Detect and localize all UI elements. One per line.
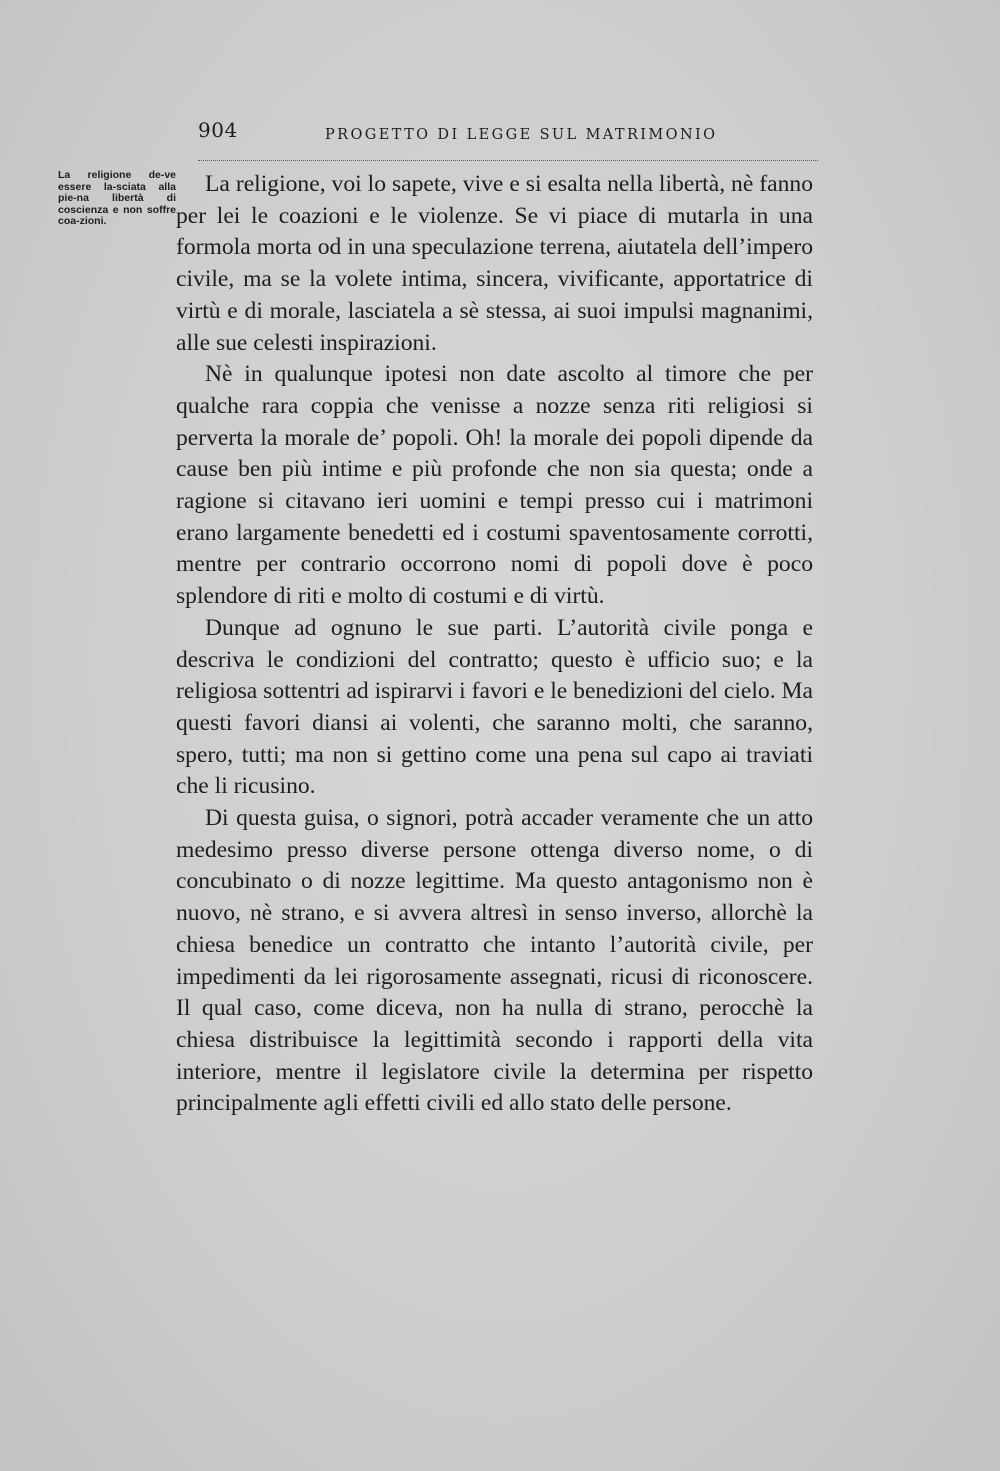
- page-header: [198, 118, 818, 161]
- paragraph: La religione, voi lo sapete, vive e si esalta nella libertà, nè fanno per lei le coazioni e le violenze. Se vi piace di mutarla in una formola morta od in una speculazione terrena, aiutatela dell’impero civile, ma se la volete intima, sincera, vivificante, apportatrice di virtù e di morale, lasciatela a sè stessa, ai suoi impulsi magnanimi, alle sue celesti inspirazioni.: [176, 171, 813, 356]
- paragraph: Dunque ad ognuno le sue parti. L’autorità civile ponga e descriva le condizioni del contratto; questo è ufficio suo; e la religiosa sottentri ad ispirarvi i favori e le benedizioni del cielo. Ma questi favori diansi ai volenti, che saranno molti, che saranno, spero, tutti; ma non si gettino come una pena sul capo ai traviati che li ricusino.: [176, 614, 813, 800]
- paragraph: Nè in qualunque ipotesi non date ascolto al timore che per qualche rara coppia che venisse a nozze senza riti religiosi si perverta la morale de’ popoli. Oh! la morale dei popoli dipende da cause ben più intime e più profonde che non sia questa; onde a ragione si citavano ieri uomini e tempi presso cui i matrimoni erano largamente benedetti ed i costumi spaventosamente corrotti, mentre per contrario occorrono nomi di popoli dove è poco splendore di riti e molto di costumi e di virtù.: [176, 361, 813, 610]
- running-title: PROGETTO DI LEGGE SUL MATRIMONIO: [325, 127, 718, 143]
- paragraph: Di questa guisa, o signori, potrà accader veramente che un atto medesimo presso diverse persone ottenga diverso nome, o di concubinato o di nozze legittime. Ma questo antagonismo non è nuovo, nè strano, e si avvera altresì in senso inverso, allorchè la chiesa benedice un contratto che intanto l’autorità civile, per impedimenti da lei rigorosamente assegnati, ricusi di riconoscere. Il qual caso, come diceva, non ha nulla di strano, perocchè la chiesa distribuisce la legittimità secondo i rapporti della vita interiore, mentre il legislatore civile la determina per rispetto principalmente agli effetti civili ed allo stato delle persone.: [176, 805, 813, 1117]
- margin-note: La religione de-ve essere la-sciata alla pie-na libertà di coscienza e non soffre coa-zioni.: [58, 169, 176, 227]
- page-number: 904: [198, 118, 238, 142]
- body-text: [176, 169, 813, 1120]
